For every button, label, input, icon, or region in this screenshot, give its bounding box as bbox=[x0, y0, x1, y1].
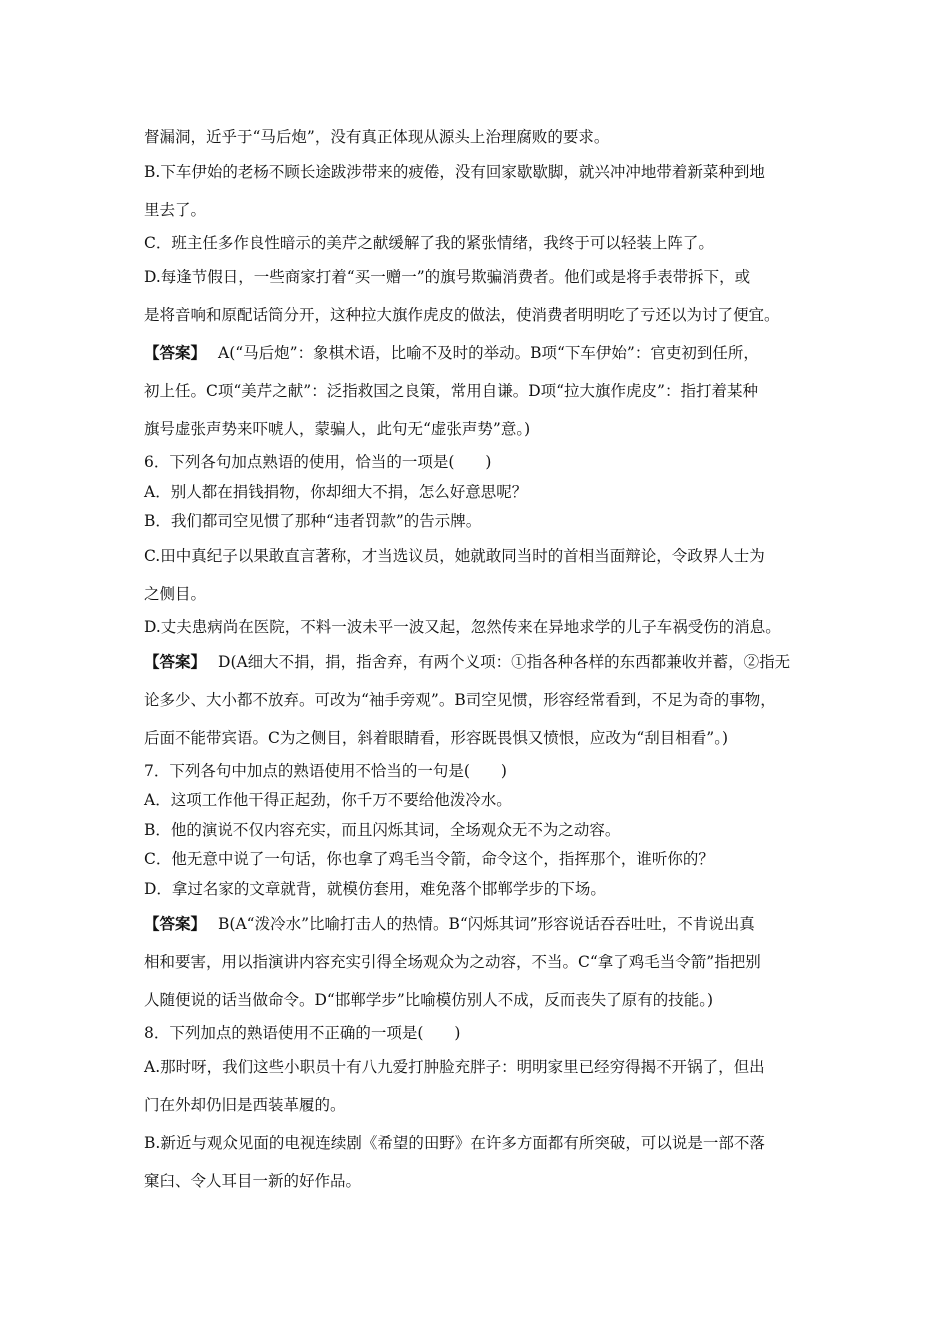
answer-6-continued: 论多少、大小都不放弃。可改为“袖手旁观”。B司空见惯，形容经常看到，不足为奇的事物， bbox=[144, 690, 776, 709]
text-line: 里去了。 bbox=[144, 200, 207, 219]
answer-5-continued: 旗号虚张声势来吓唬人，蒙骗人，此句无“虚张声势”意。) bbox=[144, 420, 531, 439]
question-6-option-c: C.田中真纪子以果敢直言著称，才当选议员，她就敢同当时的首相当面辩论，令政界人士为 bbox=[144, 546, 765, 565]
question-8-stem: 8．下列加点的熟语使用不正确的一项是( ) bbox=[144, 1023, 461, 1042]
question-7-option-b: B．他的演说不仅内容充实，而且闪烁其词，全场观众无不为之动容。 bbox=[144, 820, 621, 839]
answer-7-continued: 相和要害，用以指演讲内容充实引得全场观众为之动容，不当。C“拿了鸡毛当令箭”指把别 bbox=[144, 952, 761, 971]
answer-7-continued: 人随便说的话当做命令。D“邯郸学步”比喻模仿别人不成，反而丧失了原有的技能。) bbox=[144, 990, 714, 1009]
question-8-option-b-continued: 窠臼、令人耳目一新的好作品。 bbox=[144, 1172, 362, 1191]
answer-5-continued: 初上任。C项“美芹之献”：泛指救国之良策，常用自谦。D项“拉大旗作虎皮”：指打着某种 bbox=[144, 382, 758, 401]
text-line: 督漏洞，近乎于“马后炮”，没有真正体现从源头上治理腐败的要求。 bbox=[144, 128, 610, 146]
answer-text: D(A细大不捐，捐，指舍弃，有两个义项：①指各种各样的东西都兼收并蓄，②指无 bbox=[218, 652, 791, 671]
answer-5 bbox=[144, 334, 824, 372]
question-7-option-a: A．这项工作他干得正起劲，你千万不要给他泼冷水。 bbox=[144, 791, 512, 810]
text-line: B.下车伊始的老杨不顾长途跋涉带来的疲倦，没有回家歇歇脚，就兴冲冲地带着新菜种到地 bbox=[144, 162, 765, 181]
question-6-option-a: A．别人都在捐钱捐物，你却细大不捐，怎么好意思呢？ bbox=[144, 482, 528, 501]
text-line: D.每逢节假日，一些商家打着“买一赠一”的旗号欺骗消费者。他们或是将手表带拆下，或 bbox=[144, 268, 751, 287]
text-line: C．班主任多作良性暗示的美芹之献缓解了我的紧张情绪，我终于可以轻装上阵了。 bbox=[144, 233, 714, 252]
text-line: 是将音响和原配话筒分开，这种拉大旗作虎皮的做法，使消费者明明吃了亏还以为讨了便宜。 bbox=[144, 306, 780, 325]
answer-text: B(A“泼冷水”比喻打击人的热情。B“闪烁其词”形容说话吞吞吐吐，不肯说出真 bbox=[218, 914, 755, 933]
answer-label: 【答案】 bbox=[144, 651, 207, 671]
question-6-option-d: D.丈夫患病尚在医院，不料一波未平一波又起，忽然传来在异地求学的儿子车祸受伤的消息。 bbox=[144, 617, 781, 636]
document-body bbox=[144, 123, 824, 1200]
answer-label: 【答案】 bbox=[144, 913, 207, 933]
question-8-option-a: A.那时呀，我们这些小职员十有八九爱打肿脸充胖子：明明家里已经穷得揭不开锅了，但出 bbox=[144, 1058, 765, 1077]
answer-6-continued: 后面不能带宾语。C为之侧目，斜着眼睛看，形容既畏惧又愤恨，应改为“刮目相看”。) bbox=[144, 728, 729, 747]
question-6-option-c-continued: 之侧目。 bbox=[144, 584, 207, 603]
answer-text: A(“马后炮”：象棋术语，比喻不及时的举动。B项“下车伊始”：官吏初到任所， bbox=[218, 344, 759, 363]
question-6-stem: 6．下列各句加点熟语的使用，恰当的一项是( ) bbox=[144, 453, 492, 472]
answer-7 bbox=[144, 905, 824, 943]
question-7-stem: 7．下列各句中加点的熟语使用不恰当的一句是( ) bbox=[144, 761, 507, 780]
question-8-option-b: B.新近与观众见面的电视连续剧《希望的田野》在许多方面都有所突破，可以说是一部不落 bbox=[144, 1134, 765, 1153]
question-7-option-d: D．拿过名家的文章就背，就模仿套用，难免落个邯郸学步的下场。 bbox=[144, 879, 606, 898]
question-8-option-a-continued: 门在外却仍旧是西装革履的。 bbox=[144, 1096, 346, 1115]
question-6-option-b: B．我们都司空见惯了那种“违者罚款”的告示牌。 bbox=[144, 512, 482, 531]
answer-6 bbox=[144, 643, 824, 681]
answer-label: 【答案】 bbox=[144, 343, 207, 363]
question-7-option-c: C．他无意中说了一句话，你也拿了鸡毛当令箭，命令这个，指挥那个，谁听你的？ bbox=[144, 850, 714, 869]
